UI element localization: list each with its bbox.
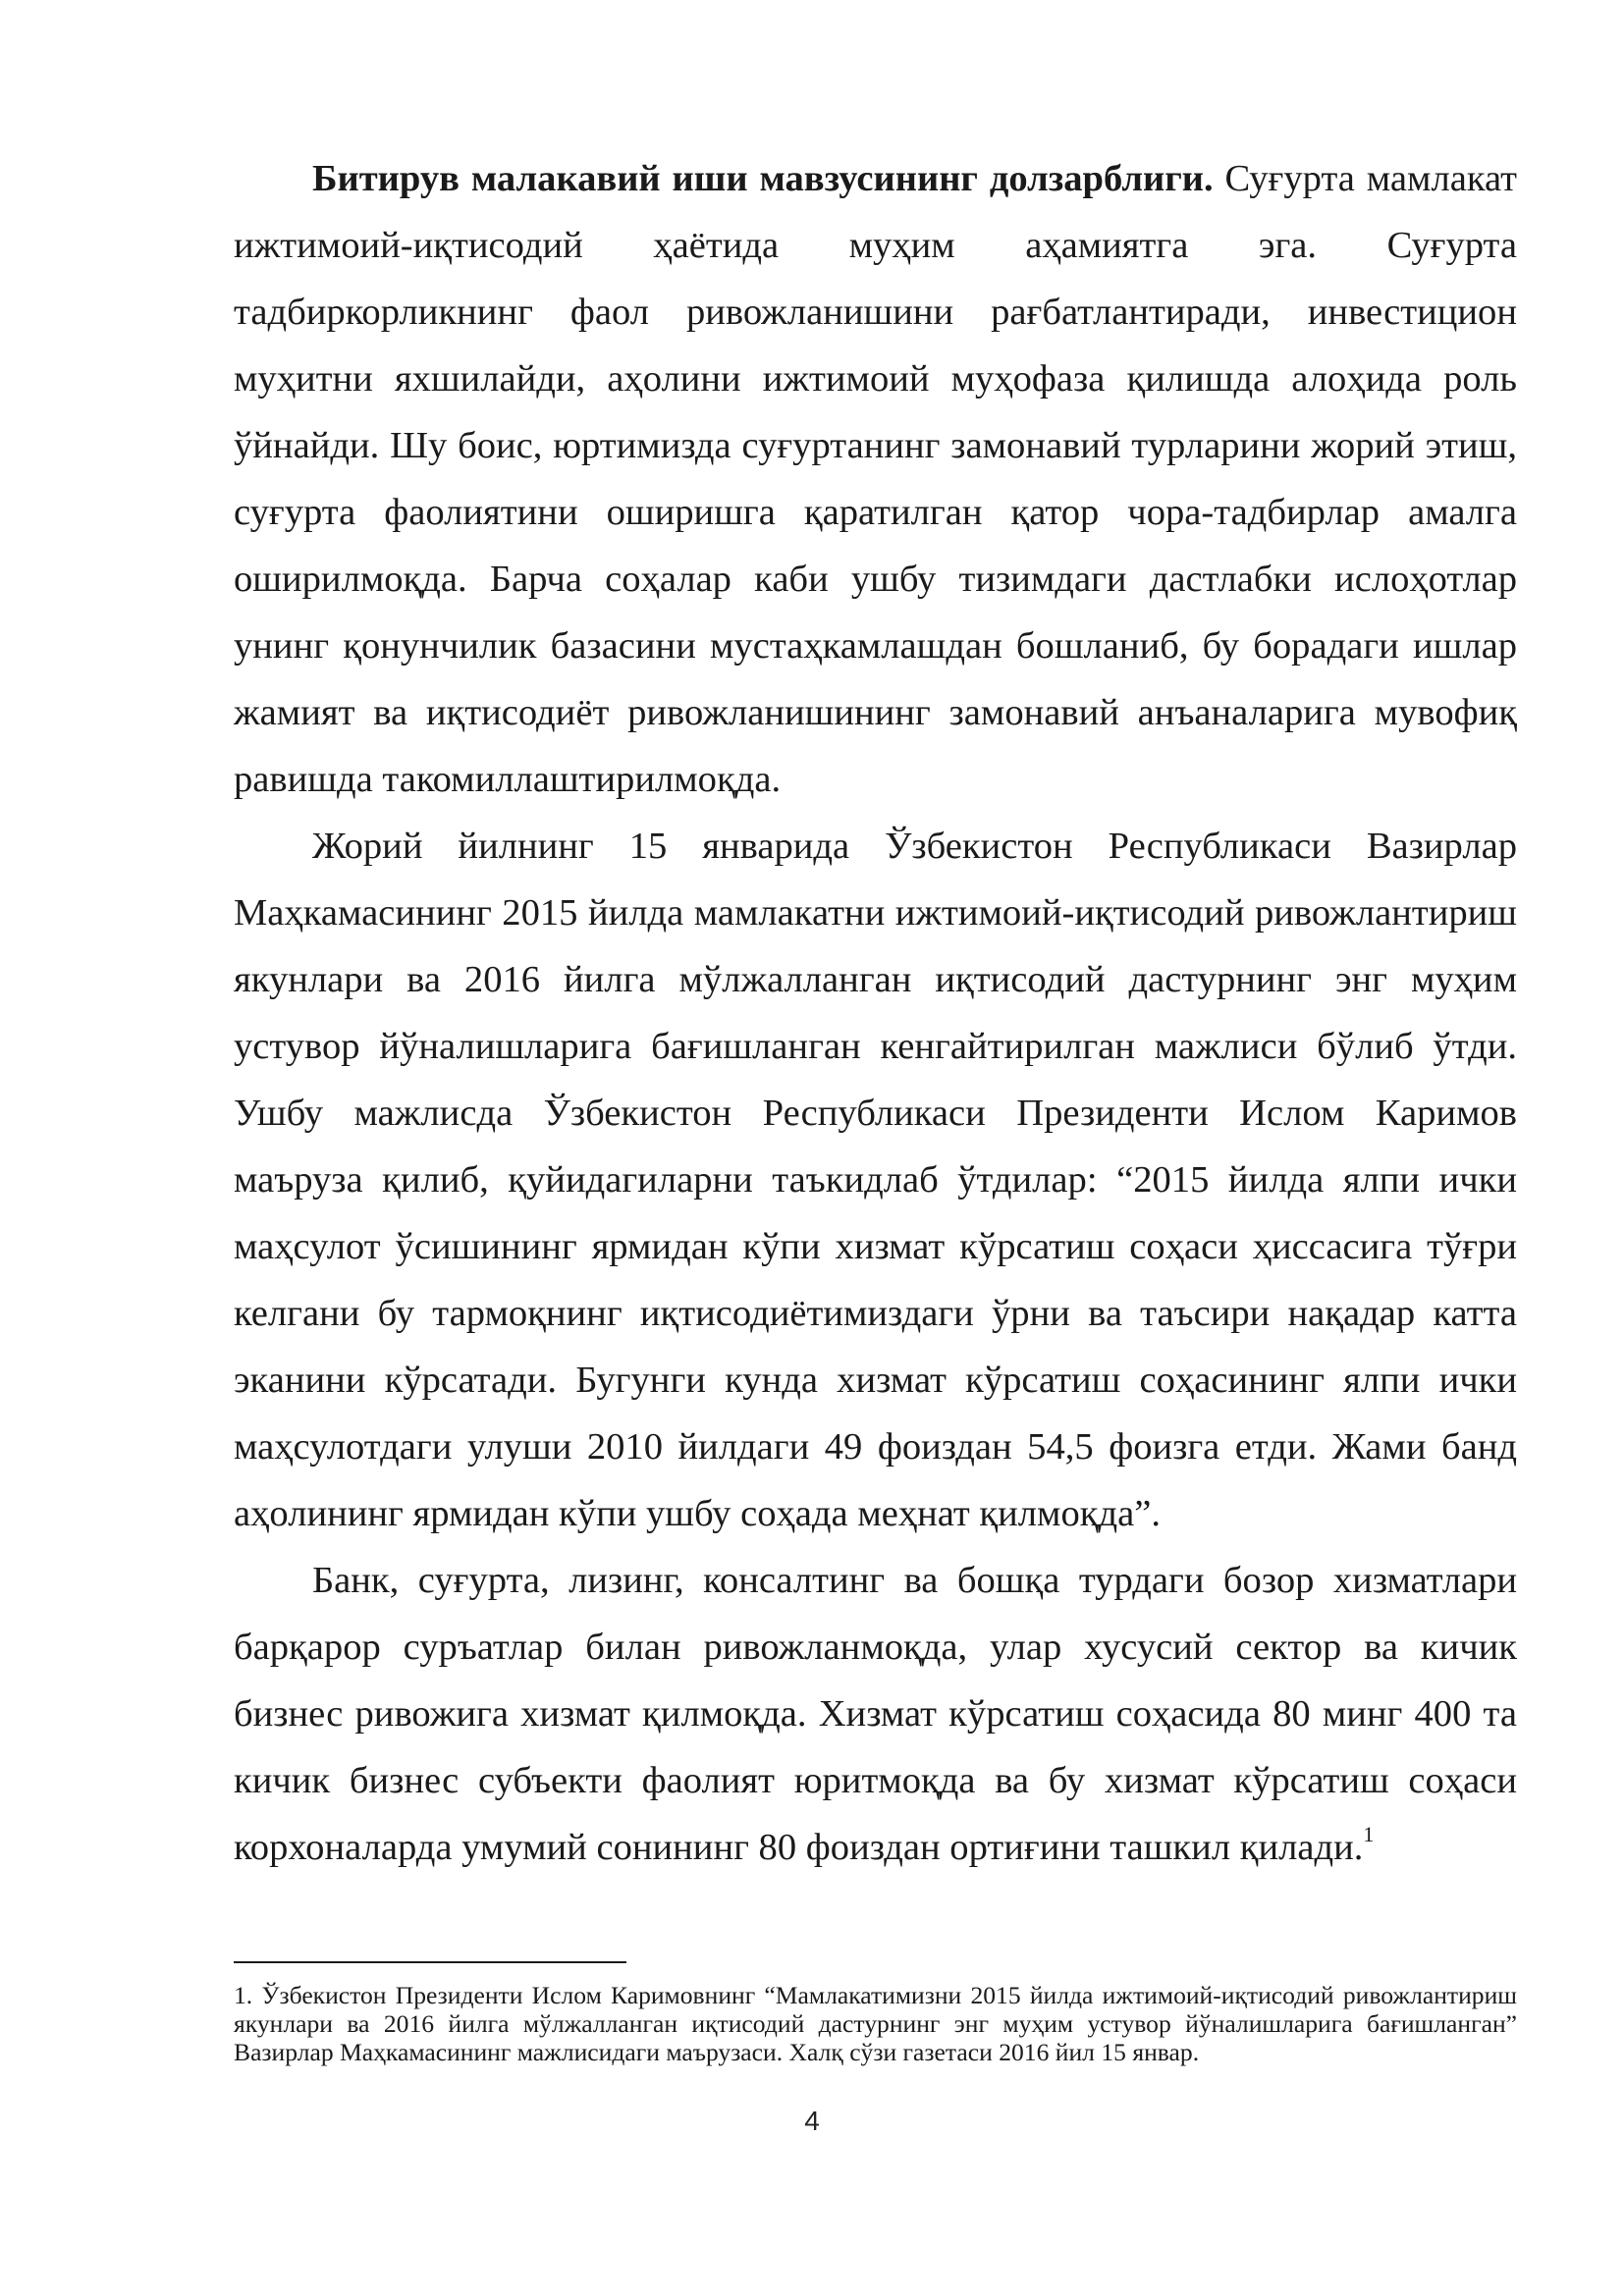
footnote-divider — [234, 1961, 626, 1963]
page-number: 4 — [804, 2106, 820, 2136]
paragraph-services — [234, 1547, 1517, 1881]
footnote-reference[interactable]: 1 — [1363, 1822, 1375, 1847]
body-text — [234, 145, 1517, 1881]
paragraph-text: Жорий йилнинг 15 январида Ўзбекистон Республикаси Вазирлар Маҳкамасининг 2015 йилда мамлакатни ижтимоий-иқтисодий ривожлантириш якунлари ва 2016 йилга мўлжалланган иқтисодий дастурнинг энг муҳим устувор йўналишларига бағишланган кенгайтирилган мажлиси бўлиб ўтди. Ушбу мажлисда Ўзбекистон Республикаси Президенти Ислом Каримов маъруза қилиб, қуйидагиларни таъкидлаб ўтдилар: “2015 йилда ялпи ички маҳсулот ўсишининг ярмидан кўпи хизмат кўрсатиш соҳаси ҳиссасига тўғри келгани бу тармоқнинг иқтисодиётимиздаги ўрни ва таъсири нақадар катта эканини кўрсатади. Бугунги кунда хизмат кўрсатиш соҳасининг ялпи ички маҳсулотдаги улуши 2010 йилдаги 49 фоиздан 54,5 фоизга етди. Жами банд аҳолининг ярмидан кўпи ушбу соҳада меҳнат қилмоқда”. — [234, 826, 1517, 1534]
paragraph-text: Банк, суғурта, лизинг, консалтинг ва бошқа турдаги бозор хизматлари барқарор суръатлар билан ривожланмоқда, улар хусусий сектор ва кичик бизнес ривожига хизмат қилмоқда. Хизмат кўрсатиш соҳасида 80 минг 400 та кичик бизнес субъекти фаолият юритмоқда ва бу хизмат кўрсатиш соҳаси корхоналарда умумий сонининг 80 фоиздан ортиғини ташкил қилади. — [234, 1560, 1517, 1868]
paragraph-meeting — [234, 813, 1517, 1547]
paragraph-relevance — [234, 145, 1517, 813]
paragraph-text: Суғурта мамлакат ижтимоий-иқтисодий ҳаётида муҳим аҳамиятга эга. Суғурта тадбиркорликнинг фаол ривожланишини рағбатлантиради, инвестицион муҳитни яхшилайди, аҳолини ижтимоий муҳофаза қилишда алоҳида роль ўйнайди. Шу боис, юртимизда суғуртанинг замонавий турларини жорий этиш, суғурта фаолиятини оширишга қаратилган қатор чора-тадбирлар амалга оширилмоқда. Барча соҳалар каби ушбу тизимдаги дастлабки ислоҳотлар унинг қонунчилик базасини мустаҳкамлашдан бошланиб, бу борадаги ишлар жамият ва иқтисодиёт ривожланишининг замонавий анъаналарига мувофиқ равишда такомиллаштирилмоқда. — [234, 158, 1517, 800]
footnote: 1. Ўзбекистон Президенти Ислом Каримовнинг “Мамлакатимизни 2015 йилда ижтимоий-иқтисодий ривожлантириш якунлари ва 2016 йилга мўлжалланган иқтисодий дастурнинг энг муҳим устувор йўналишларига бағишланган” Вазирлар Маҳкамасининг мажлисидаги маърузаси. Халқ сўзи газетаси 2016 йил 15 январ. — [234, 1981, 1517, 2066]
section-heading: Битирув малакавий иши мавзусининг долзарблиги. — [312, 158, 1214, 199]
